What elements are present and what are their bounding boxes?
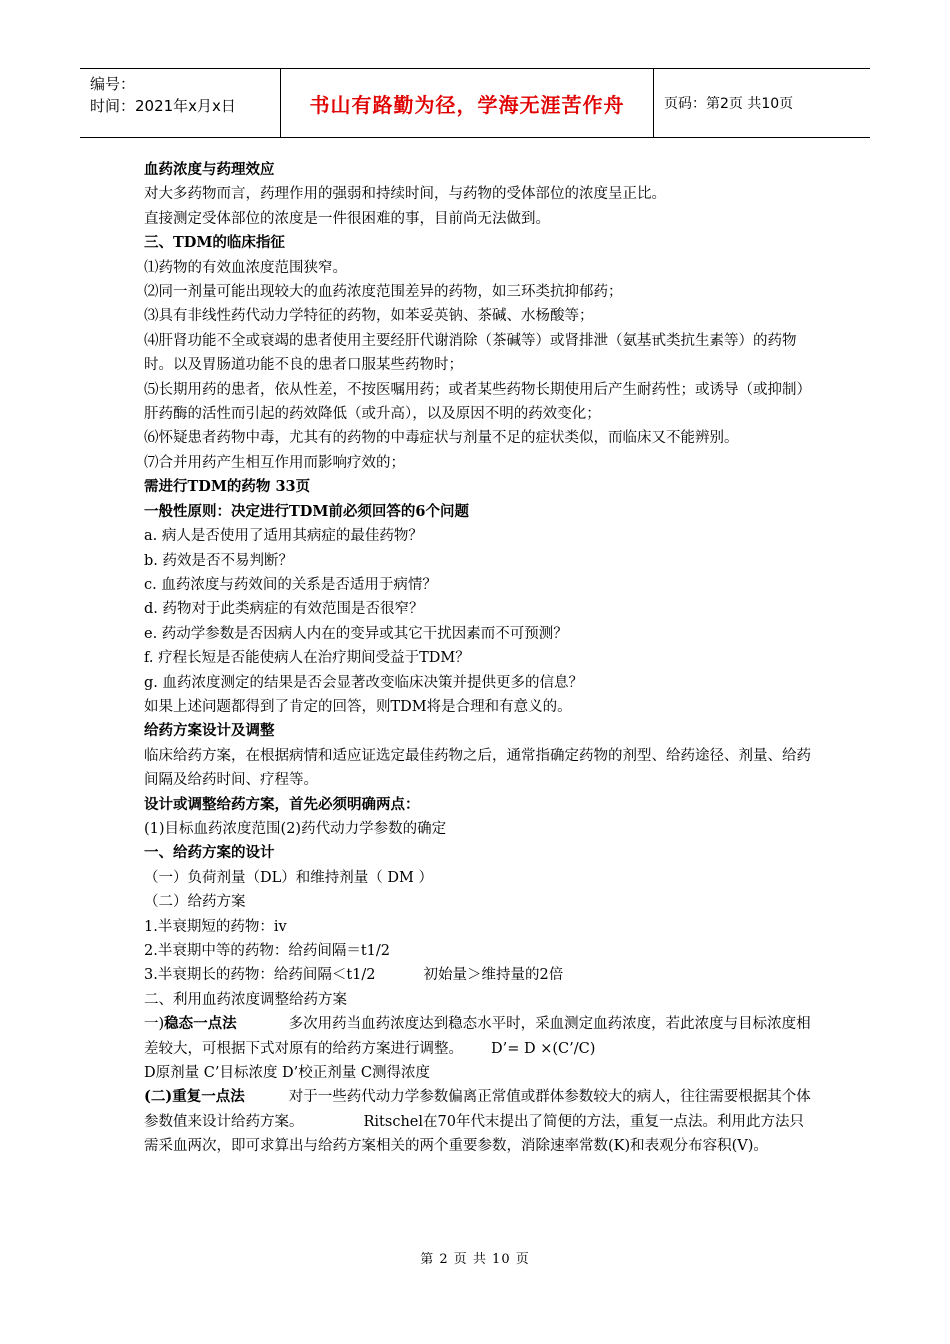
question-item: c. 血药浓度与药效间的关系是否适用于病情？ [144, 576, 437, 593]
single-point-formula: D’= D ×(C’/C) [491, 1040, 596, 1057]
paragraph: （二）给药方案 [144, 894, 246, 911]
list-item: ⑴药物的有效血浓度范围狭窄。 [144, 259, 347, 276]
half-long-text: 3.半衰期长的药物：给药间隔＜t1/2 [144, 967, 376, 984]
heading-principle: 一般性原则：决定进行TDM前必须回答的6个问题 [144, 502, 470, 520]
doc-number-label: 编号： [90, 75, 136, 93]
heading-regimen: 给药方案设计及调整 [144, 722, 275, 740]
heading-indications: 三、TDM的临床指征 [144, 234, 285, 252]
list-item: ⑶具有非线性药代动力学特征的药物，如苯妥英钠、茶碱、水杨酸等； [144, 308, 594, 325]
paragraph: 对大多药物而言，药理作用的强弱和持续时间，与药物的受体部位的浓度呈正比。 [144, 186, 666, 203]
heading-adjust: 二、利用血药浓度调整给药方案 [144, 991, 347, 1008]
paragraph-single-point [144, 1012, 812, 1061]
header-meta [80, 69, 281, 137]
list-item: ⑷肝肾功能不全或衰竭的患者使用主要经肝代谢消除（茶碱等）或肾排泄（氨基甙类抗生素等）的药物时。以及胃肠道功能不良的患者口服某些药物时； [144, 332, 797, 374]
single-prefix: 一) [144, 1016, 165, 1033]
question-item: d. 药物对于此类病症的有效范围是否很窄？ [144, 601, 424, 618]
question-item: f. 疗程长短是否能使病人在治疗期间受益于TDM？ [144, 650, 470, 667]
heading-pkpd: 血药浓度与药理效应 [144, 161, 275, 178]
paragraph-repeat-point [144, 1085, 812, 1158]
heading-drugs: 需进行TDM的药物 33页 [144, 478, 311, 496]
repeat-point-body: 对于一些药代动力学参数偏离正常值或群体参数较大的病人，往往需要根据其个体参数值来设计给药方案。 [144, 1089, 811, 1130]
question-item: a. 病人是否使用了适用其病症的最佳药物？ [144, 528, 423, 545]
question-item: g. 血药浓度测定的结果是否会显著改变临床决策并提供更多的信息？ [144, 674, 583, 691]
paragraph: 直接测定受体部位的浓度是一件很困难的事，目前尚无法做到。 [144, 210, 550, 227]
doc-time-label: 时间：2021年x月x日 [90, 97, 236, 115]
header-motto: 书山有路勤为径，学海无涯苦作舟 [281, 69, 654, 137]
paragraph: 1.半衰期短的药物：iv [144, 918, 287, 935]
heading-two-points: 设计或调整给药方案，首先必须明确两点： [144, 795, 420, 813]
heading-design: 一、给药方案的设计 [144, 844, 275, 862]
list-item: ⑵同一剂量可能出现较大的血药浓度范围差异的药物，如三环类抗抑郁药； [144, 284, 623, 301]
header-page-info: 页码：第2页 共10页 [664, 96, 794, 112]
page-header [80, 68, 870, 138]
list-item: ⑹怀疑患者药物中毒，尤其有的药物的中毒症状与剂量不足的症状类似，而临床又不能辨别。 [144, 430, 739, 447]
paragraph: D原剂量 C’目标浓度 D’校正剂量 C测得浓度 [144, 1065, 430, 1082]
single-point-body: 多次用药当血药浓度达到稳态水平时，采血测定血药浓度，若此浓度与目标浓度相差较大，可根据下式对原有的给药方案进行调整。 [144, 1016, 811, 1057]
list-item: ⑺合并用药产生相互作用而影响疗效的； [144, 454, 405, 471]
question-item: e. 药动学参数是否因病人内在的变异或其它干扰因素而不可预测？ [144, 625, 568, 642]
single-point-title: 稳态一点法 [164, 1015, 237, 1033]
paragraph [144, 963, 812, 987]
list-item: ⑸长期用药的患者，依从性差，不按医嘱用药；或者某些药物长期使用后产生耐药性；或诱导（或抑制）肝药酶的活性而引起的药效降低（或升高），以及原因不明的药效变化； [144, 381, 811, 423]
paragraph: 临床给药方案，在根据病情和适应证选定最佳药物之后，通常指确定药物的剂型、给药途径、剂量、给药间隔及给药时间、疗程等。 [144, 747, 811, 789]
paragraph: 2.半衰期中等的药物：给药间隔＝t1/2 [144, 943, 390, 959]
repeat-point-body-2: Ritschel在70年代末提出了简便的方法，重复一点法。利用此方法只需采血两次，即可求算出与给药方案相关的两个重要参数，消除速率常数(K)和表观分布容积(V)。 [144, 1113, 804, 1155]
paragraph: （一）负荷剂量（DL）和维持剂量（ DM ） [144, 869, 433, 886]
repeat-prefix: (二) [144, 1088, 173, 1106]
half-long-note: 初始量＞维持量的2倍 [423, 967, 564, 984]
paragraph: (1)目标血药浓度范围(2)药代动力学参数的确定 [144, 820, 447, 837]
repeat-point-title: 重复一点法 [172, 1088, 245, 1106]
paragraph: 如果上述问题都得到了肯定的回答，则TDM将是合理和有意义的。 [144, 698, 572, 715]
page-footer: 第 2 页 共 10 页 [420, 1252, 530, 1267]
question-item: b. 药效是否不易判断？ [144, 552, 293, 569]
document-body [144, 158, 812, 1159]
